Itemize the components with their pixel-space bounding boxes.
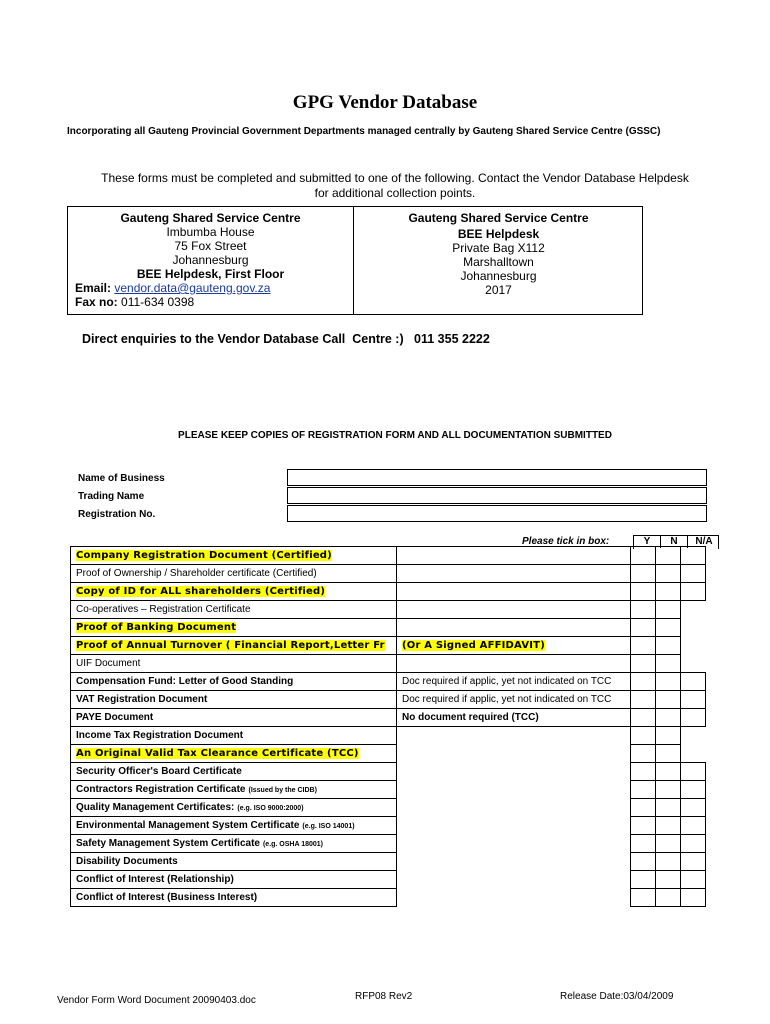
tick-box-y[interactable] [631, 547, 656, 565]
trading-name-input[interactable] [287, 487, 707, 504]
table-row [71, 799, 706, 817]
address-right-heading: Gauteng Shared Service Centre [408, 211, 589, 225]
document-note-cell [397, 799, 631, 817]
document-name: An Original Valid Tax Clearance Certificate (TCC) [76, 748, 359, 759]
tick-y-label: Y [643, 536, 651, 547]
tick-box-n[interactable] [656, 727, 681, 745]
tick-box-na[interactable] [681, 799, 706, 817]
document-name-cell [71, 853, 397, 871]
keep-copies-notice: PLEASE KEEP COPIES OF REGISTRATION FORM AND ALL DOCUMENTATION SUBMITTED [178, 430, 612, 441]
intro-text: These forms must be completed and submitted to one of the following. Contact the Vendor Database Helpdesk for additional collection points. [101, 171, 689, 200]
document-note-cell [397, 835, 631, 853]
tick-box-n[interactable] [656, 799, 681, 817]
document-name: Compensation Fund: Letter of Good Standing [76, 676, 294, 687]
table-row [71, 601, 706, 619]
tick-box-n[interactable] [656, 781, 681, 799]
tick-box-n[interactable] [656, 619, 681, 637]
table-row [71, 637, 706, 655]
tick-box-na [681, 655, 706, 673]
document-name-note: (e.g. ISO 14001) [302, 823, 355, 830]
document-note: No document required (TCC) [402, 712, 539, 723]
document-note-cell [397, 619, 631, 637]
document-note-cell [397, 763, 631, 781]
document-name: VAT Registration Document [76, 694, 208, 705]
footer-release-date: Release Date:03/04/2009 [560, 991, 674, 1002]
table-row [71, 565, 706, 583]
tick-box-n[interactable] [656, 709, 681, 727]
document-name: Proof of Annual Turnover ( Financial Report,Letter Fr [76, 640, 385, 651]
document-name-cell [71, 727, 397, 745]
document-note-cell [397, 547, 631, 565]
table-row [71, 583, 706, 601]
table-row [71, 547, 706, 565]
tick-box-y[interactable] [631, 781, 656, 799]
email-label: Email: [75, 281, 112, 295]
tick-box-n[interactable] [656, 889, 681, 907]
document-name: Company Registration Document (Certified) [76, 550, 332, 561]
document-name-cell [71, 601, 397, 619]
document-note-cell [397, 889, 631, 907]
table-row [71, 781, 706, 799]
document-name-cell [71, 655, 397, 673]
table-row [71, 745, 706, 763]
document-name-cell [71, 709, 397, 727]
document-name-cell [71, 673, 397, 691]
document-note-cell [397, 745, 631, 763]
document-note-cell [397, 709, 631, 727]
tick-box-na[interactable] [681, 583, 706, 601]
document-note: Doc required if applic, yet not indicated on TCC [402, 676, 612, 687]
documents-table [70, 546, 706, 907]
table-row [71, 763, 706, 781]
address-right-line2: Private Bag X112 [452, 241, 545, 255]
address-left [68, 207, 354, 314]
table-row [71, 655, 706, 673]
tick-box-na[interactable] [681, 691, 706, 709]
document-name: UIF Document [76, 658, 141, 669]
document-name: Disability Documents [76, 856, 178, 867]
document-name-cell [71, 745, 397, 763]
document-note-cell [397, 637, 631, 655]
tick-box-na[interactable] [681, 817, 706, 835]
tick-box-y[interactable] [631, 763, 656, 781]
document-name-cell [71, 763, 397, 781]
tick-box-na[interactable] [681, 853, 706, 871]
table-row [71, 817, 706, 835]
tick-box-y[interactable] [631, 565, 656, 583]
address-right-line1: BEE Helpdesk [457, 227, 540, 241]
document-note-cell [397, 727, 631, 745]
tick-box-y[interactable] [631, 853, 656, 871]
document-note-cell [397, 853, 631, 871]
table-row [71, 889, 706, 907]
trading-name-label: Trading Name [78, 491, 145, 502]
document-note-cell [397, 601, 631, 619]
tick-na-label: N/A [695, 536, 713, 547]
table-row [71, 871, 706, 889]
tick-box-na [681, 619, 706, 637]
tick-box-n[interactable] [656, 817, 681, 835]
tick-box-na[interactable] [681, 673, 706, 691]
document-name-cell [71, 799, 397, 817]
table-row [71, 691, 706, 709]
tick-box-n[interactable] [656, 853, 681, 871]
document-name: Quality Management Certificates: [76, 802, 235, 813]
document-name-note: (e.g. ISO 9000:2000) [237, 805, 304, 812]
address-left-line4: BEE Helpdesk, First Floor [136, 267, 285, 281]
document-name-cell [71, 565, 397, 583]
document-name-cell [71, 619, 397, 637]
business-name-input[interactable] [287, 469, 707, 486]
address-left-line2: 75 Fox Street [174, 239, 247, 253]
document-name: Co-operatives – Registration Certificate [76, 604, 251, 615]
address-right [355, 207, 642, 314]
document-name-note: (e.g. OSHA 18001) [262, 841, 324, 848]
document-name: Income Tax Registration Document [76, 730, 244, 741]
registration-no-label: Registration No. [78, 509, 156, 520]
document-name-cell [71, 547, 397, 565]
tick-box-y[interactable] [631, 655, 656, 673]
email-line [68, 281, 353, 295]
document-note-cell [397, 817, 631, 835]
tick-box-y[interactable] [631, 835, 656, 853]
document-note-cell [397, 583, 631, 601]
tick-box-n[interactable] [656, 763, 681, 781]
document-note-cell [397, 781, 631, 799]
fax-label: Fax no: [75, 295, 118, 309]
tick-box-na[interactable] [681, 547, 706, 565]
address-box [67, 206, 643, 315]
tick-box-y[interactable] [631, 745, 656, 763]
tick-box-y[interactable] [631, 817, 656, 835]
tick-box-n[interactable] [656, 547, 681, 565]
address-right-line4: Johannesburg [460, 269, 537, 283]
table-row [71, 673, 706, 691]
tick-box-n[interactable] [656, 565, 681, 583]
tick-box-n[interactable] [656, 745, 681, 763]
email-link[interactable]: vendor.data@gauteng.gov.za [114, 281, 271, 295]
document-name: Safety Management System Certificate [76, 838, 260, 849]
document-name-note: (Issued by the CIDB) [248, 787, 317, 794]
tick-box-n[interactable] [656, 871, 681, 889]
document-name: Conflict of Interest (Relationship) [76, 874, 234, 885]
tick-box-na [681, 745, 706, 763]
tick-box-y[interactable] [631, 799, 656, 817]
document-name: Copy of ID for ALL shareholders (Certified) [76, 586, 326, 597]
tick-box-n[interactable] [656, 637, 681, 655]
fax-line [68, 295, 353, 309]
footer-filename: Vendor Form Word Document 20090403.doc [57, 995, 256, 1006]
tick-box-y[interactable] [631, 637, 656, 655]
document-name-cell [71, 583, 397, 601]
tick-box-y[interactable] [631, 871, 656, 889]
tick-box-n[interactable] [656, 673, 681, 691]
tick-box-na[interactable] [681, 781, 706, 799]
table-row [71, 619, 706, 637]
document-note: (Or A Signed AFFIDAVIT) [402, 640, 545, 651]
tick-box-n[interactable] [656, 691, 681, 709]
document-name-cell [71, 835, 397, 853]
tick-box-n[interactable] [656, 601, 681, 619]
tick-header: Please tick in box: [522, 536, 610, 547]
document-note: Doc required if applic, yet not indicated on TCC [402, 694, 612, 705]
document-note-cell [397, 691, 631, 709]
tick-box-y[interactable] [631, 601, 656, 619]
address-right-line5: 2017 [485, 283, 512, 297]
table-row [71, 853, 706, 871]
document-name-cell [71, 889, 397, 907]
fax-value: 011-634 0398 [121, 295, 195, 309]
table-row [71, 709, 706, 727]
tick-box-y[interactable] [631, 583, 656, 601]
tick-box-na[interactable] [681, 889, 706, 907]
tick-box-na[interactable] [681, 565, 706, 583]
tick-box-n[interactable] [656, 835, 681, 853]
tick-box-na[interactable] [681, 871, 706, 889]
address-left-heading: Gauteng Shared Service Centre [120, 211, 301, 225]
page-title: GPG Vendor Database [292, 92, 478, 113]
document-name: Environmental Management System Certificate [76, 820, 300, 831]
document-name-cell [71, 691, 397, 709]
tick-box-y[interactable] [631, 889, 656, 907]
tick-box-y[interactable] [631, 727, 656, 745]
tick-box-na[interactable] [681, 835, 706, 853]
footer-revision: RFP08 Rev2 [355, 991, 413, 1002]
tick-box-n[interactable] [656, 655, 681, 673]
address-left-line1: Imbumba House [166, 225, 255, 239]
direct-enquiries: Direct enquiries to the Vendor Database Call Centre :) 011 355 2222 [82, 332, 490, 346]
document-name-cell [71, 637, 397, 655]
document-name-cell [71, 871, 397, 889]
document-note-cell [397, 565, 631, 583]
document-note-cell [397, 655, 631, 673]
tick-box-na[interactable] [681, 763, 706, 781]
document-name: PAYE Document [76, 712, 154, 723]
address-right-line3: Marshalltown [463, 255, 534, 269]
tick-box-na [681, 601, 706, 619]
document-name: Security Officer's Board Certificate [76, 766, 242, 777]
tick-box-n[interactable] [656, 583, 681, 601]
table-row [71, 727, 706, 745]
tick-n-label: N [670, 536, 678, 547]
document-name-cell [71, 817, 397, 835]
registration-no-input[interactable] [287, 505, 707, 522]
tick-box-y[interactable] [631, 673, 656, 691]
document-name-cell [71, 781, 397, 799]
table-row [71, 835, 706, 853]
tick-box-na [681, 727, 706, 745]
page-subtitle: Incorporating all Gauteng Provincial Government Departments managed centrally by Gauteng Shared Service Centre (GSSC) [67, 126, 661, 137]
document-note-cell [397, 871, 631, 889]
document-note-cell [397, 673, 631, 691]
tick-box-y[interactable] [631, 619, 656, 637]
tick-box-y[interactable] [631, 691, 656, 709]
tick-box-na[interactable] [681, 709, 706, 727]
document-name: Conflict of Interest (Business Interest) [76, 892, 258, 903]
document-name: Contractors Registration Certificate [76, 784, 246, 795]
tick-box-na [681, 637, 706, 655]
document-name: Proof of Ownership / Shareholder certificate (Certified) [76, 568, 317, 579]
address-left-line3: Johannesburg [172, 253, 249, 267]
business-name-label: Name of Business [78, 473, 165, 484]
tick-box-y[interactable] [631, 709, 656, 727]
document-name: Proof of Banking Document [76, 622, 237, 633]
